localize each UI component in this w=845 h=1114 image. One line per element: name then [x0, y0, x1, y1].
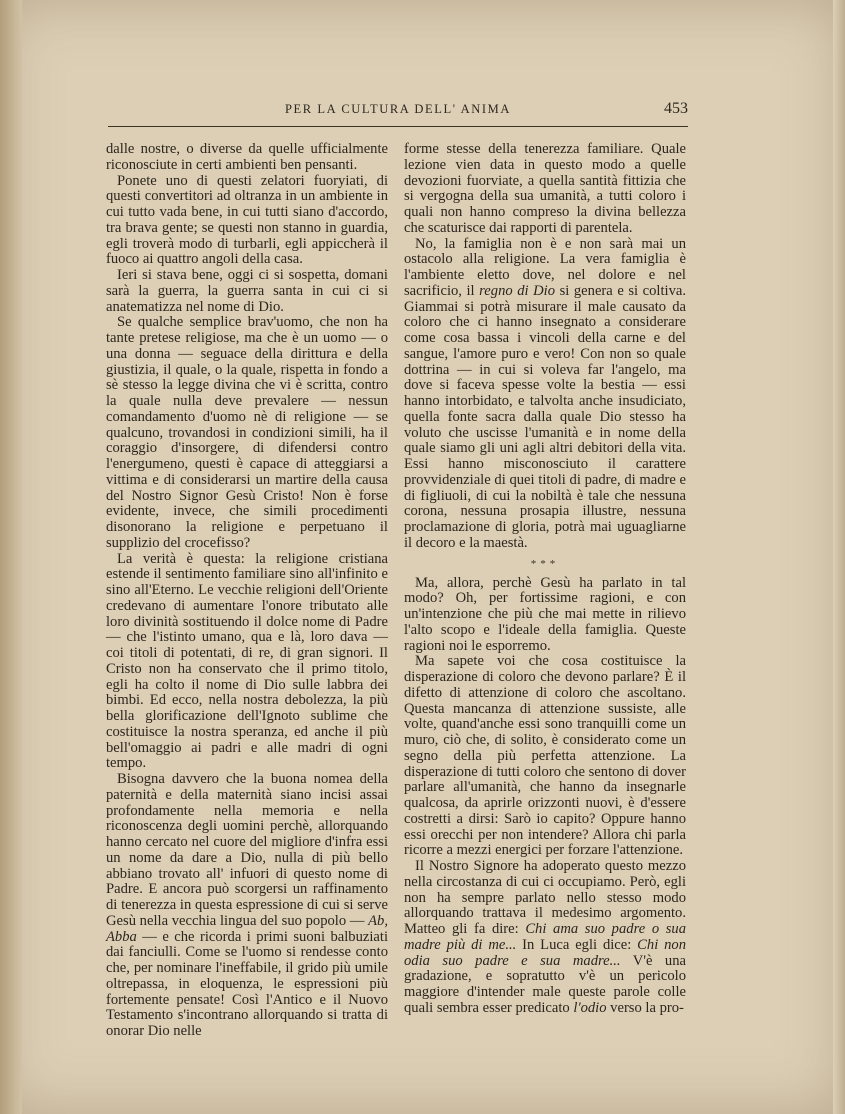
section-separator: ***: [530, 557, 560, 570]
text-run: V'è una gradazione, e sopratutto v'è un pericolo maggiore d'intender male queste parole colle quali sembra esser predicato: [404, 952, 686, 1016]
text-run: Bisogna davvero che la buona nomea della paternità e della maternità siano incisi assai profondamente nella memoria e nella riconoscenza degli uomini perchè, allorquando hanno cercato nel cuore del migliore d'infra essi un nome da dare a Dio, nulla di più bello abbiano trovato all' infuori di questo nome di Padre. E ancora può scorgersi un raffinamento di tenerezza in questa espressione di cui si serve Gesù nella vecchia lingua del suo popolo —: [106, 771, 388, 929]
paragraph: [404, 859, 686, 1017]
italic-text: Chi non odia suo padre e sua madre...: [404, 936, 687, 969]
left-column: [106, 142, 388, 1040]
italic-text: l'odio: [573, 999, 607, 1016]
text-run: si genera e si coltiva. Giammai si potrà misurare il male causato da coloro che ci hanno insegnato a considerare come cosa bassa i vincoli della carne e del sangue, l'amore puro e vero! Con non so quale dottrina — in cui si voleva far l'angelo, ma dove si faceva spesse volte la bestia — essi hanno intorbidato, e talvolta anche insudiciato, quella fonte sacra dalla quale Dio stesso ha voluto che uscisse l'umanità e in nome della quale siamo gli uni agli altri debitori della vita. Essi hanno misconosciuto il carattere provvidenziale di quei titoli di padre, di madre e di figliuoli, di cui la nobiltà è tale che nessuna corona, nessuna prosapia illustre, nessuna proclamazione di gloria, potrà mai uguagliarne il decoro e la maestà.: [404, 282, 686, 551]
page-gutter: [0, 0, 22, 1114]
running-head: PER LA CULTURA DELL' ANIMA: [284, 102, 512, 116]
paragraph: La verità è questa: la religione cristiana estende il sentimento familiare sino all'infinito e sino all'Eterno. Le vecchie religioni dell'Oriente credevano di aumentare l'onore tributato alle loro divinità sostituendo il dolce nome di Padre — che l'istinto umano, qua e là, loro dava — coi titoli di potentati, di re, di gran signori. Il Cristo non ha conservato che il primo titolo, egli ha colto il nome di Dio sulle labbra dei bimbi. Ed ecco, nella nostra debolezza, la più bella glorificazione dell'Ignoto sublime che costituisce la nostra speranza, ed anche il più bell'omaggio ai padri e alle madri di ogni tempo.: [106, 550, 388, 772]
paragraph: Ponete uno di questi zelatori fuoryiati, di questi convertitori ad oltranza in un ambiente in cui tutto vada bene, in cui tutti siano d'accordo, tra brava gente; se questi non stanno in guardia, egli troverà modo di turbarli, egli appiccherà il fuoco ai quattro angoli della casa.: [106, 172, 388, 268]
text-run: No, la famiglia non è e non sarà mai un ostacolo alla religione. La vera famiglia è l'ambiente eletto dove, nel dolore e nel sacrificio, il: [404, 235, 686, 299]
paragraph: dalle nostre, o diverse da quelle ufficialmente riconosciute in certi ambienti ben pensanti.: [106, 141, 388, 173]
paragraph: Ma sapete voi che cosa costituisce la disperazione di coloro che devono parlare? È il difetto di attenzione di coloro che ascoltano. Questa mancanza di attenzione sussiste, alle volte, quand'anche essi sono tranquilli come un muro, ciò che, di solito, è considerato come un segno della più perfetta attenzione. La disperazione di tutti coloro che sentono di dover parlare all'umanità, che hanno da insegnarle qualcosa, da aprirle orizzonti nuovi, è d'essere costretti a dirsi: Sarò io capito? Oppure hanno essi orecchi per non intendere? Allora chi parla ricorre a mezzi energici per forzare l'attenzione.: [404, 653, 686, 859]
paragraph: forme stesse della tenerezza familiare. Quale lezione vien data in questo modo a quelle devozioni fuorviate, a quella santità fittizia che si vergogna della sua umanità, a tutti coloro i quali non hanno compreso la divina bellezza che scaturisce dai rapporti di parentela.: [404, 141, 686, 236]
text-run: verso la pro-: [606, 999, 684, 1016]
text-run: In Luca egli dice:: [516, 936, 638, 953]
page-edge: [833, 0, 845, 1114]
paragraph: Se qualche semplice brav'uomo, che non ha tante pretese religiose, ma che è un uomo — o una donna — seguace della dirittura e della giustizia, il quale, o la quale, rispetta in fondo a sè stesso la legge divina che vi è scritta, contro la quale nulla deve prevalere — nessun comandamento d'uomo nè di religione — se qualcuno, trovandosi in condizioni simili, ha il coraggio d'insorgere, di difendersi contro l'energumeno, questi è capace di atteggiarsi a vittima e di considerarsi un martire della causa del Nostro Signor Gesù Cristo! Non è forse evidente, invece, che simili procedimenti disonorano la religione e perpetuano il supplizio del crocefisso?: [106, 314, 388, 551]
italic-text: Chi ama suo padre o sua madre più di me...: [404, 921, 687, 953]
italic-text: regno di Dio: [479, 282, 556, 299]
paragraph: Ieri si stava bene, oggi ci si sospetta, domani sarà la guerra, la guerra santa in cui ci si anatematizza nel nome di Dio.: [106, 267, 388, 315]
paragraph: [106, 772, 388, 1040]
right-column: [404, 142, 686, 1017]
text-run: Il Nostro Signore ha adoperato questo mezzo nella circostanza di cui ci occupiamo. Però, egli non ha sempre parlato nello stesso modo allorquando trattava il medesimo argomento. Matteo gli fa dire:: [404, 858, 686, 937]
page-number: 453: [664, 100, 688, 117]
paragraph: Ma, allora, perchè Gesù ha parlato in tal modo? Oh, per fortissime ragioni, e con un'intenzione che più che mai mette in rilievo l'alto scopo e l'ideale della famiglia. Queste ragioni noi le esporremo.: [404, 574, 686, 654]
page-header: [108, 100, 688, 127]
italic-text: Ab, Abba: [106, 912, 388, 945]
text-run: — e che ricorda i primi suoni balbuziati dai fanciulli. Come se l'uomo si rendesse conto che, per nominare l'ineffabile, il grido più umile oltrepassa, in eloquenza, le espressioni più fortemente pensate! Così l'Antico e il Nuovo Testamento s'incontrano allorquando si tratta di onorar Dio nelle: [106, 928, 388, 1039]
paragraph: [404, 237, 686, 552]
